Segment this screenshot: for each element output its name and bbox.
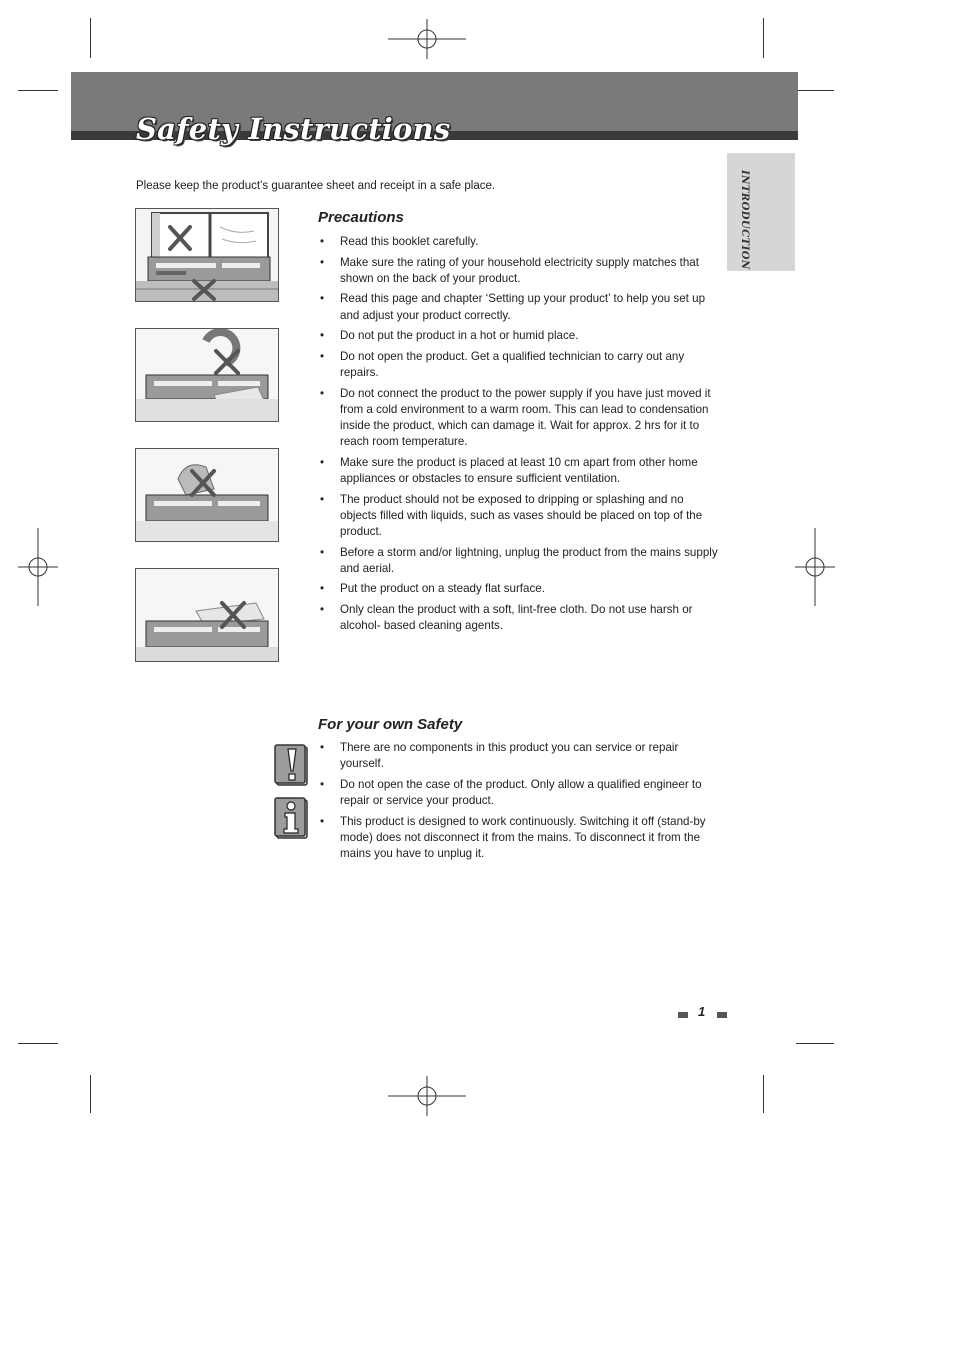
list-item: • Put the product on a steady flat surface. — [318, 581, 718, 597]
list-item: • Do not open the product. Get a qualified technician to carry out any repairs. — [318, 349, 718, 381]
list-item: • Read this booklet carefully. — [318, 234, 718, 250]
safety-heading: For your own Safety — [318, 716, 463, 733]
registration-mark-icon — [388, 1076, 466, 1116]
crop-mark — [90, 18, 91, 58]
list-item: • Make sure the rating of your household electricity supply matches that shown on the back of your product. — [318, 255, 718, 287]
list-item: • Read this page and chapter ‘Setting up your product’ to help you set up and adjust your product correctly. — [318, 291, 718, 323]
crop-mark — [18, 90, 58, 91]
crop-mark — [796, 1043, 834, 1044]
magnet-illustration — [135, 328, 279, 422]
list-item: • Before a storm and/or lightning, unplug the product from the mains supply and aerial. — [318, 545, 718, 577]
page-number-marker — [717, 1012, 727, 1018]
registration-mark-icon — [795, 528, 835, 606]
crop-mark — [90, 1075, 91, 1113]
page-title: Safety Instructions — [136, 112, 451, 146]
precautions-heading: Precautions — [318, 209, 404, 226]
vase-on-product-illustration — [135, 448, 279, 542]
crop-mark — [796, 90, 834, 91]
list-item: • This product is designed to work continuously. Switching it off (stand-by mode) does not disconnect it from the mains. To disconnect it from the mains you have to unplug it. — [318, 814, 718, 863]
registration-mark-icon — [18, 528, 58, 606]
crop-mark — [18, 1043, 58, 1044]
list-item: • The product should not be exposed to dripping or splashing and no objects filled with liquids, such as vases should be placed on top of the product. — [318, 492, 718, 541]
crop-mark — [763, 1075, 764, 1113]
list-item: • Do not put the product in a hot or humid place. — [318, 328, 718, 344]
list-item: • Do not open the case of the product. Only allow a qualified engineer to repair or service your product. — [318, 777, 718, 809]
list-item: • There are no components in this product you can service or repair yourself. — [318, 740, 718, 772]
registration-mark-icon — [388, 19, 466, 59]
section-tab — [727, 153, 795, 271]
list-item: • Do not connect the product to the power supply if you have just moved it from a cold environment to a warm room. This can lead to condensation inside the product, which can damage it. Wait for approx. 2 hrs for it to reach room temperature. — [318, 386, 718, 451]
intro-text: Please keep the product’s guarantee sheet and receipt in a safe place. — [136, 180, 496, 192]
objects-on-product-illustration — [135, 568, 279, 662]
info-i-icon — [274, 796, 310, 840]
list-item: • Make sure the product is placed at least 10 cm apart from other home appliances or obstacles to ensure sufficient ventilation. — [318, 455, 718, 487]
window-sunlight-illustration — [135, 208, 279, 302]
crop-mark — [763, 18, 764, 58]
precautions-list — [318, 234, 718, 639]
page-number: 1 — [698, 1004, 706, 1019]
list-item: • Only clean the product with a soft, lint-free cloth. Do not use harsh or alcohol- based cleaning agents. — [318, 602, 718, 634]
page-number-marker — [678, 1012, 688, 1018]
section-tab-label: INTRODUCTION — [739, 170, 750, 270]
safety-list — [318, 740, 718, 867]
warning-exclamation-icon — [274, 743, 310, 787]
